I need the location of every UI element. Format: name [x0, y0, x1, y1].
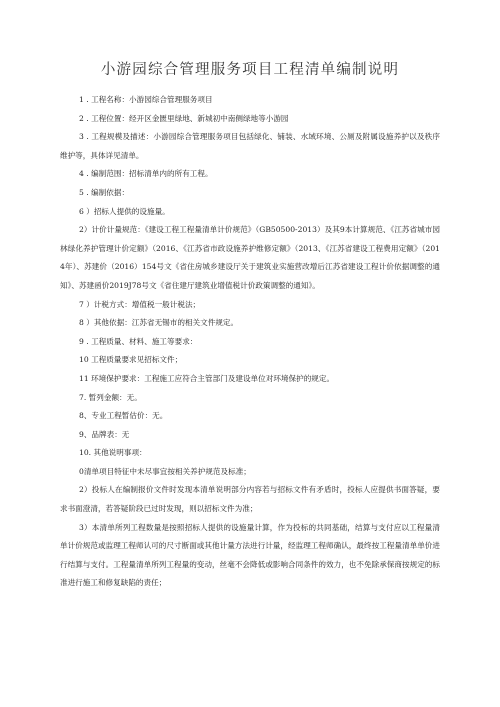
paragraph-basis: 5 . 编制依据： — [79, 187, 130, 197]
paragraph-other-basis: 8 ）其他依据：江苏省无锡市的相关文件规定。 — [79, 318, 239, 328]
document-title: 小游园综合管理服务项目工程清单编制说明 — [100, 62, 400, 78]
paragraph-scope: 4 . 编制范围：招标清单内的所有工程。 — [79, 169, 213, 179]
paragraph-note-2: 2）投标人在编制报价文件时发现本清单说明部分内容若与招标文件有矛盾时，投标人应提供书面答疑，要求书面澄清，若答疑阶段已过时发现，则以招标文件为准； — [60, 485, 440, 514]
paragraph-note-1: 0清单项目特征中未尽事宜按相关养护规范及标准； — [79, 466, 251, 476]
paragraph-tax-method: 7 ）计税方式：增值税一般计税法； — [79, 299, 201, 309]
paragraph-brand-list: 9、品牌表：无 — [79, 429, 130, 439]
paragraph-provisional-sum: 7. 暂列金额：无。 — [79, 392, 142, 402]
paragraph-professional-estimate: 8、专业工程暂估价：无。 — [79, 411, 168, 421]
paragraph-quality-standard: 10 工程质量要求见招标文件； — [79, 355, 183, 365]
paragraph-project-name: 1 . 工程名称：小游园综合管理服务项目 — [79, 95, 213, 104]
paragraph-project-scale: 3 . 工程规模及描述：小游园综合管理服务项目包括绿化、铺装、水域环境、公厕及附属设施养护以及秩序维护等，具体详见清单。 — [60, 132, 440, 160]
paragraph-environment: 11 环境保护要求：工程施工应符合主管部门及建设单位对环境保护的规定。 — [79, 373, 335, 383]
paragraph-other-notes: 10. 其他说明事项： — [79, 448, 147, 458]
paragraph-note-3: 3）本清单所列工程数量是按照招标人提供的设施量计算，作为投标的共同基础，结算与支付应以工程量清单计价规范或监理工程师认可的尺寸断面或其他计量方法进行计量，经监理工程师确认，最终按工程量清单单价进行结算与支付。工程量清单所列工程量的变动，丝毫不会降低或影响合同条件的效力，也不免除承保商按规定的标准进行施工和修复缺陷的责任； — [60, 522, 440, 588]
paragraph-basis-norms: 2）计价计量规范：《建设工程工程量清单计价规范》（GB50500-2013）及其9本计算规范、《江苏省城市园林绿化养护管理计价定额》（2016、《江苏省市政设施养护维修定额》（2013、《江苏省建设工程费用定额》（2014年）、苏建价（2016）154号文《省住房城乡建设厅关于建筑业实施营改增后江苏省建设工程计价依据调整的通知》、苏建函价2019J78号文《省住建厅建筑业增值税计价政策调整的通知》。 — [60, 225, 440, 290]
paragraph-basis-facilities: 6 ）招标人提供的设施量。 — [79, 206, 170, 216]
paragraph-quality-requirements: 9 . 工程质量、材料、施工等要求： — [79, 336, 198, 346]
paragraph-project-location: 2 . 工程位置：经开区金匮里绿地、新城初中南侧绿地等小游园 — [79, 113, 289, 123]
